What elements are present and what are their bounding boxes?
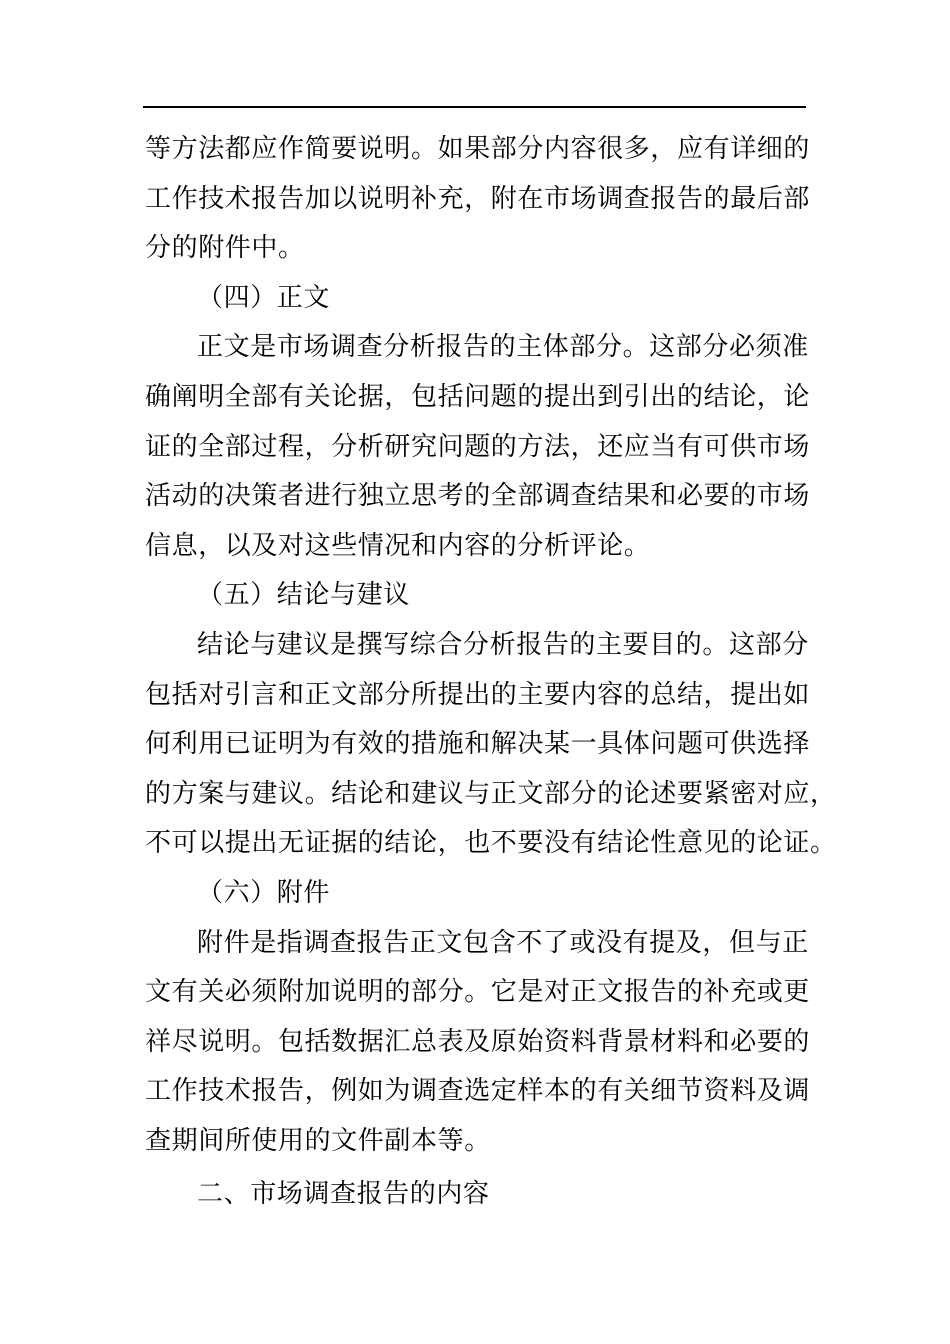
section-title-report-contents: 二、市场调查报告的内容 <box>197 1179 490 1210</box>
paragraph-line: 不可以提出无证据的结论，也不要没有结论性意见的论证。 <box>145 828 837 859</box>
paragraph-line: 正文是市场调查分析报告的主体部分。这部分必须准 <box>197 332 809 363</box>
paragraph-line: 活动的决策者进行独立思考的全部调查结果和必要的市场 <box>145 481 811 512</box>
header-rule <box>143 106 806 108</box>
paragraph-line: 文有关必须附加说明的部分。它是对正文报告的补充或更 <box>145 977 811 1008</box>
paragraph-line: 附件是指调查报告正文包含不了或没有提及，但与正 <box>197 927 809 958</box>
paragraph-line: 工作技术报告，例如为调查选定样本的有关细节资料及调 <box>145 1076 811 1107</box>
paragraph-line: 信息，以及对这些情况和内容的分析评论。 <box>145 530 651 561</box>
paragraph-line: 的方案与建议。结论和建议与正文部分的论述要紧密对应， <box>145 778 837 809</box>
paragraph-line: 分的附件中。 <box>145 233 305 264</box>
paragraph-main-text <box>145 323 811 571</box>
paragraph-conclusions <box>145 621 837 869</box>
paragraph-line: 等方法都应作简要说明。如果部分内容很多，应有详细的 <box>145 134 811 164</box>
section-heading-appendix: （六）附件 <box>197 877 331 908</box>
section-heading-main-text: （四）正文 <box>197 282 331 313</box>
paragraph-line: 结论与建议是撰写综合分析报告的主要目的。这部分 <box>197 629 809 660</box>
paragraph-line: 何利用已证明为有效的措施和解决某一具体问题可供选择 <box>145 729 811 760</box>
paragraph-continuation <box>145 125 811 274</box>
paragraph-line: 包括对引言和正文部分所提出的主要内容的总结，提出如 <box>145 679 811 710</box>
section-heading-conclusions: （五）结论与建议 <box>197 580 410 611</box>
paragraph-line: 证的全部过程，分析研究问题的方法，还应当有可供市场 <box>145 431 811 462</box>
paragraph-line: 确阐明全部有关论据，包括问题的提出到引出的结论，论 <box>145 381 811 412</box>
paragraph-line: 查期间所使用的文件副本等。 <box>145 1125 491 1156</box>
paragraph-appendix <box>145 919 811 1167</box>
document-body <box>145 125 837 1220</box>
paragraph-line: 工作技术报告加以说明补充，附在市场调查报告的最后部 <box>145 183 811 214</box>
paragraph-line: 祥尽说明。包括数据汇总表及原始资料背景材料和必要的 <box>145 1026 811 1057</box>
